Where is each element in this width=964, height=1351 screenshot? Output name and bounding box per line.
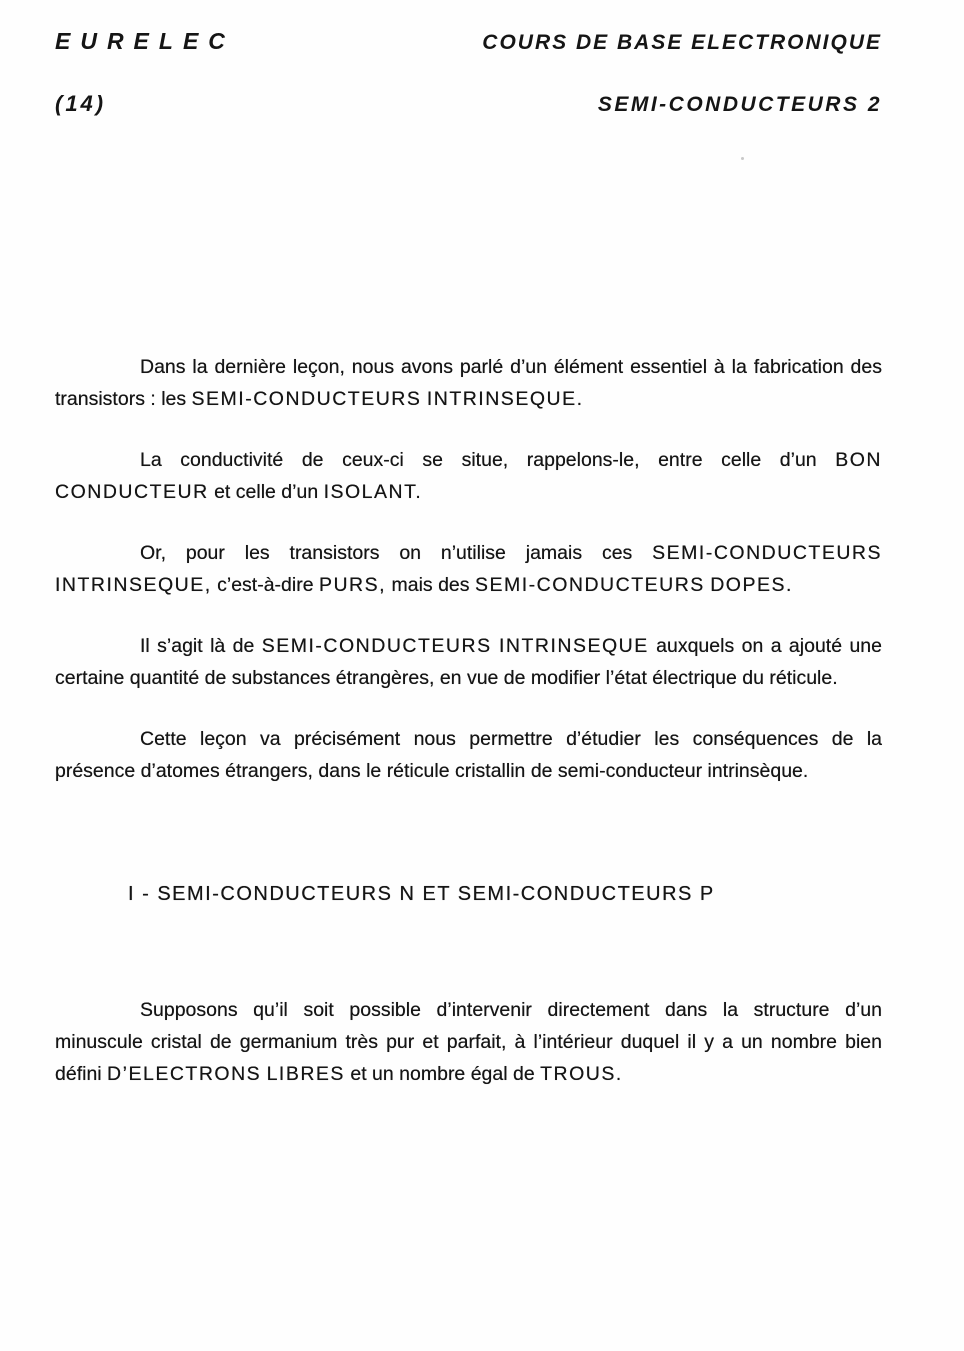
- header-row-1: [55, 28, 882, 55]
- paragraph: La conductivité de ceux-ci se situe, rappelons-le, entre celle d’un BON CONDUCTEUR et celle d’un ISOLANT.: [55, 449, 882, 503]
- scan-speck: [741, 157, 744, 160]
- header-row-2: [55, 91, 882, 117]
- paragraph: Il s’agit là de SEMI-CONDUCTEURS INTRINSEQUE auxquels on a ajouté une certaine quantité de substances étrangères, en vue de modifier l’état électrique du réticule.: [55, 635, 882, 689]
- publisher-name: EURELEC: [55, 28, 235, 54]
- page-header: [0, 0, 964, 117]
- section-paragraphs: [55, 994, 882, 1090]
- paragraph: Or, pour les transistors on n’utilise jamais ces SEMI-CONDUCTEURS INTRINSEQUE, c’est-à-dire PURS, mais des SEMI-CONDUCTEURS DOPES.: [55, 542, 882, 596]
- paragraph: Dans la dernière leçon, nous avons parlé d’un élément essentiel à la fabrication des transistors : les SEMI-CONDUCTEURS INTRINSEQUE.: [55, 356, 882, 410]
- page-body: [0, 351, 964, 1090]
- lesson-title: SEMI-CONDUCTEURS 2: [597, 93, 882, 116]
- paragraph: Supposons qu’il soit possible d’intervenir directement dans la structure d’un minuscule cristal de germanium très pur et parfait, à l’intérieur duquel il y a un nombre bien défini D’ELECTRONS LIBRES et un nombre égal de TROUS.: [55, 999, 882, 1085]
- paragraph: Cette leçon va précisément nous permettre d’étudier les conséquences de la présence d’atomes étrangers, dans le réticule cristallin de semi-conducteur intrinsèque.: [55, 728, 882, 782]
- page-number: (14): [55, 91, 107, 116]
- section-heading: I - SEMI-CONDUCTEURS N ET SEMI-CONDUCTEURS P: [128, 883, 715, 905]
- course-title: COURS DE BASE ELECTRONIQUE: [482, 31, 882, 54]
- intro-paragraphs: [55, 351, 882, 787]
